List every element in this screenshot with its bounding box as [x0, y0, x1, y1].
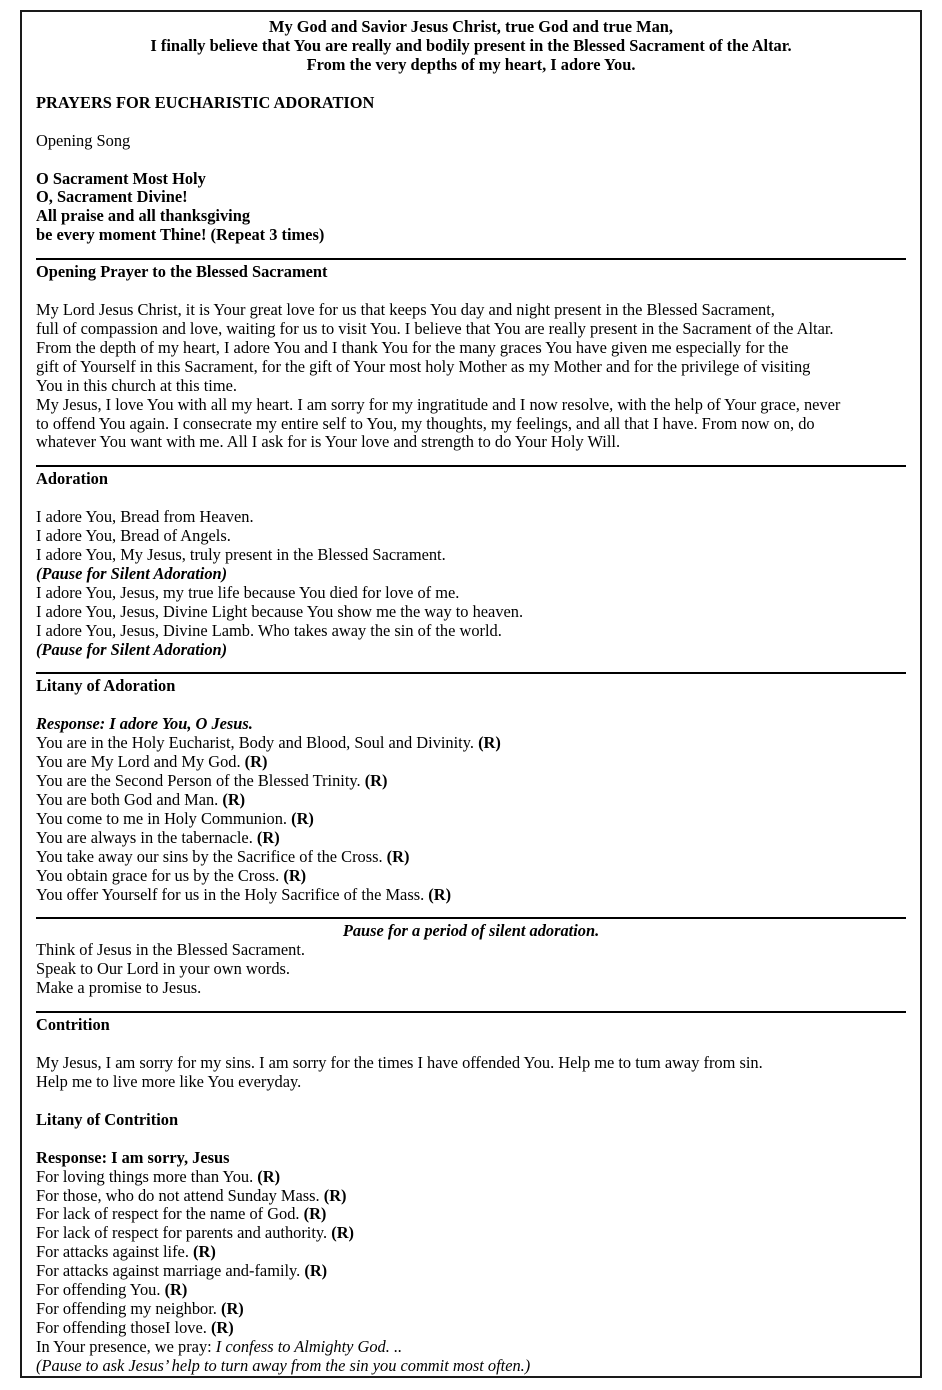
text-segment: full of compassion and love, waiting for us to visit You. I believe that You are really present in the Sacrament of the Altar. [36, 319, 834, 338]
text-segment: (R) [222, 791, 246, 809]
litany-of-contrition-line [36, 1149, 906, 1168]
adoration-line [36, 603, 906, 622]
text-segment: You offer Yourself for us in the Holy Sacrifice of the Mass. [36, 885, 429, 904]
text-segment: (Pause to ask Jesus’ help to turn away from the sin you commit most often.) [36, 1356, 531, 1375]
text-segment: be every moment Thine! (Repeat 3 times) [36, 226, 325, 245]
litany-of-contrition-line [36, 1205, 906, 1224]
text-segment: Adoration [36, 470, 108, 489]
litany-of-contrition-line [36, 1168, 906, 1187]
litany-of-adoration-line [36, 848, 906, 867]
text-segment: Pause for a period of silent adoration. [342, 922, 600, 941]
text-segment: My Jesus, I am sorry for my sins. I am sorry for the times I have offended You. Help me to tum away from sin. [36, 1053, 763, 1072]
text-segment: Think of Jesus in the Blessed Sacrament. [36, 941, 306, 960]
opening-prayer-line [36, 339, 906, 358]
opening-prayer-line [36, 433, 906, 452]
text-segment: gift of Yourself in this Sacrament, for the gift of Your most holy Mother as my Mother and for the privilege of visiting [36, 357, 811, 376]
page-title-line [36, 94, 906, 113]
text-segment: For offending thoseI love. [36, 1318, 211, 1337]
text-segment: Response: I am sorry, Jesus [36, 1148, 230, 1167]
text-segment: For offending my neighbor. [36, 1299, 221, 1318]
opening-song-line [36, 188, 906, 207]
text-segment: You are in the Holy Eucharist, Body and Blood, Soul and Divinity. [36, 734, 479, 753]
text-segment: (R) [331, 1224, 354, 1243]
text-segment: From the depth of my heart, I adore You and I thank You for the many graces You have given me especially for the [36, 338, 789, 357]
text-segment: (R) [193, 1243, 216, 1262]
text-segment: PRAYERS FOR EUCHARISTIC ADORATION [36, 93, 375, 112]
text-segment: Help me to live more like You everyday. [36, 1072, 302, 1091]
litany-of-contrition-line [36, 1224, 906, 1243]
text-segment: (R) [478, 734, 501, 753]
adoration-line [36, 641, 906, 660]
text-segment: Contrition [36, 1016, 110, 1035]
text-segment: Litany of Contrition [36, 1110, 179, 1129]
adoration-line [36, 584, 906, 603]
text-segment: (R) [428, 885, 452, 904]
text-segment: You are always in the tabernacle. [36, 828, 257, 847]
text-segment: I adore You, My Jesus, truly present in the Blessed Sacrament. [36, 546, 446, 565]
contrition-line [36, 1054, 906, 1073]
text-segment: You take away our sins by the Sacrifice of the Cross. [36, 847, 387, 866]
pause-instructions [36, 941, 906, 998]
document-body [36, 18, 906, 1376]
document-header-line [36, 56, 906, 75]
text-segment: to offend You again. I consecrate my entire self to You, my thoughts, my feelings, and all that I have. From now on, do [36, 414, 815, 433]
litany-of-adoration-line [36, 791, 906, 810]
text-segment: My Jesus, I love You with all my heart. I am sorry for my ingratitude and I now resolve, with the help of Your grace, never [36, 395, 841, 414]
text-segment: You obtain grace for us by the Cross. [36, 866, 284, 885]
text-segment: (R) [291, 809, 314, 828]
opening-prayer-line [36, 415, 906, 434]
litany-of-contrition-line [36, 1300, 906, 1319]
opening-prayer [36, 301, 906, 452]
litany-of-adoration-line [36, 753, 906, 772]
litany-of-adoration-line [36, 772, 906, 791]
adoration-line [36, 565, 906, 584]
text-segment: You are the Second Person of the Blessed Trinity. [36, 772, 365, 791]
text-segment: You are My Lord and My God. [36, 753, 245, 772]
text-segment: Response: I adore You, O Jesus. [36, 715, 253, 734]
text-segment: You in this church at this time. [36, 376, 237, 395]
text-segment: For those, who do not attend Sunday Mass. [36, 1186, 324, 1205]
opening-prayer-line [36, 377, 906, 396]
text-segment: O, Sacrament Divine! [36, 188, 188, 207]
adoration-heading-line [36, 470, 906, 489]
adoration-line [36, 527, 906, 546]
pause-instructions-line [36, 979, 906, 998]
adoration-line [36, 508, 906, 527]
litany-of-adoration-line [36, 734, 906, 753]
opening-prayer-line [36, 301, 906, 320]
litany-of-contrition-line [36, 1281, 906, 1300]
text-segment: (R) [304, 1262, 328, 1281]
litany-of-contrition [36, 1149, 906, 1376]
litany-of-contrition-line [36, 1357, 906, 1376]
text-segment: For lack of respect for the name of God. [36, 1205, 304, 1224]
litany-of-adoration-line [36, 886, 906, 905]
pause-instructions-line [36, 941, 906, 960]
text-segment: (R) [257, 1167, 281, 1186]
document-border-frame [20, 10, 922, 1378]
pause-instructions-line [36, 960, 906, 979]
text-segment: All praise and all thanksgiving [36, 207, 251, 226]
text-segment: You come to me in Holy Communion. [36, 809, 292, 828]
text-segment: I adore You, Bread from Heaven. [36, 508, 254, 527]
adoration-line [36, 622, 906, 641]
litany-of-contrition-line [36, 1319, 906, 1338]
litany-of-adoration-line [36, 867, 906, 886]
text-segment: I adore You, Jesus, my true life because You died for love of me. [36, 583, 460, 602]
text-segment: (R) [386, 847, 410, 866]
text-segment: Make a promise to Jesus. [36, 979, 202, 998]
text-segment: Speak to Our Lord in your own words. [36, 960, 291, 979]
text-segment: (R) [244, 753, 268, 772]
opening-song-line [36, 207, 906, 226]
contrition-heading-line [36, 1016, 906, 1035]
text-segment: (R) [221, 1299, 244, 1318]
opening-song-label [36, 132, 906, 151]
contrition-heading [36, 1011, 906, 1035]
text-segment: I confess to Almighty God. .. [215, 1337, 403, 1356]
contrition-line [36, 1073, 906, 1092]
litany-of-adoration [36, 715, 906, 904]
document-header-line [36, 37, 906, 56]
text-segment: My Lord Jesus Christ, it is Your great love for us that keeps You day and night present in the Blessed Sacrament, [36, 301, 775, 320]
text-segment: You are both God and Man. [36, 791, 223, 809]
text-segment: (R) [210, 1318, 234, 1337]
text-segment: My God and Savior Jesus Christ, true God and true Man, [268, 18, 674, 36]
litany-of-contrition-title [36, 1111, 906, 1130]
adoration-heading [36, 465, 906, 489]
opening-song-label-line [36, 132, 906, 151]
text-segment: (Pause for Silent Adoration) [36, 640, 228, 659]
text-segment: (R) [283, 866, 307, 885]
silent-adoration-pause-heading-line [36, 922, 906, 941]
text-segment: For attacks against life. [36, 1243, 194, 1262]
silent-adoration-pause-heading [36, 917, 906, 941]
opening-song [36, 170, 906, 246]
text-segment: In Your presence, we pray: [36, 1337, 216, 1356]
text-segment: (R) [364, 772, 388, 791]
opening-prayer-line [36, 396, 906, 415]
litany-of-adoration-heading [36, 672, 906, 696]
litany-of-adoration-heading-line [36, 677, 906, 696]
text-segment: (R) [164, 1281, 188, 1300]
document-header-line [36, 18, 906, 37]
text-segment: I finally believe that You are really and bodily present in the Blessed Sacrament of the Altar. [150, 36, 792, 55]
litany-of-adoration-line [36, 715, 906, 734]
litany-of-contrition-line [36, 1262, 906, 1281]
page-title [36, 94, 906, 113]
adoration [36, 508, 906, 659]
opening-prayer-heading [36, 258, 906, 282]
text-segment: I adore You, Jesus, Divine Light because You show me the way to heaven. [36, 602, 524, 621]
text-segment: I adore You, Bread of Angels. [36, 527, 231, 546]
adoration-line [36, 546, 906, 565]
opening-song-line [36, 170, 906, 189]
text-segment: (Pause for Silent Adoration) [36, 564, 228, 583]
litany-of-contrition-line [36, 1187, 906, 1206]
document-header [36, 18, 906, 75]
text-segment: For offending You. [36, 1281, 165, 1300]
text-segment: Litany of Adoration [36, 677, 176, 696]
text-segment: I adore You, Jesus, Divine Lamb. Who takes away the sin of the world. [36, 621, 502, 640]
opening-song-line [36, 226, 906, 245]
text-segment: O Sacrament Most Holy [36, 169, 206, 188]
litany-of-adoration-line [36, 829, 906, 848]
contrition [36, 1054, 906, 1092]
litany-of-contrition-title-line [36, 1111, 906, 1130]
text-segment: (R) [323, 1186, 347, 1205]
text-segment: From the very depths of my heart, I adore You. [306, 55, 636, 74]
text-segment: For loving things more than You. [36, 1167, 258, 1186]
litany-of-contrition-line [36, 1338, 906, 1357]
text-segment: whatever You want with me. All I ask for is Your love and strength to do Your Holy Will. [36, 433, 621, 452]
opening-prayer-heading-line [36, 263, 906, 282]
text-segment: Opening Prayer to the Blessed Sacrament [36, 263, 328, 282]
text-segment: For lack of respect for parents and authority. [36, 1224, 332, 1243]
text-segment: (R) [256, 828, 280, 847]
opening-prayer-line [36, 320, 906, 339]
text-segment: For attacks against marriage and-family. [36, 1262, 305, 1281]
litany-of-contrition-line [36, 1243, 906, 1262]
text-segment: Opening Song [36, 131, 131, 150]
litany-of-adoration-line [36, 810, 906, 829]
opening-prayer-line [36, 358, 906, 377]
text-segment: (R) [303, 1205, 327, 1224]
